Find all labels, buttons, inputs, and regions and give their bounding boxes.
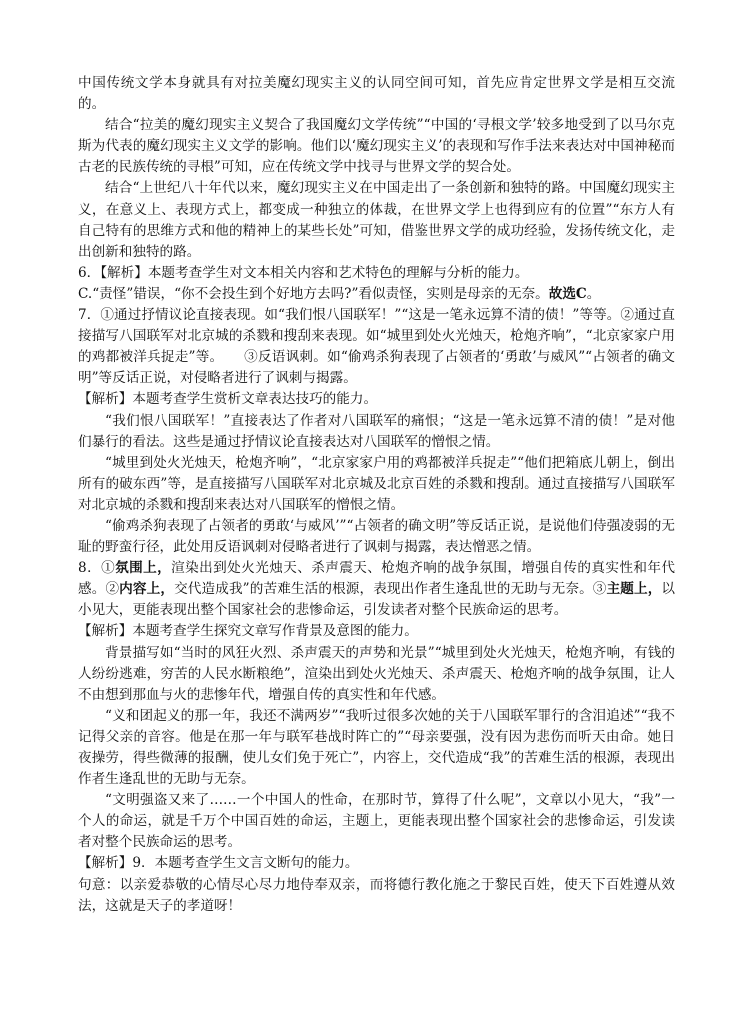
paragraph-p09 (78, 453, 675, 516)
answer-explanation-text (78, 73, 675, 917)
paragraph-p15 (78, 790, 675, 853)
paragraph-p12 (78, 621, 675, 642)
text-segment: 。 (586, 285, 601, 302)
paragraph-p16 (78, 853, 675, 874)
text-segment: 结合“拉美的魔幻现实主义契合了我国魔幻文学传统”“中国的‘寻根文学’较多地受到了以马尔克斯为代表的魔幻现实主义文学的影响。他们以‘魔幻现实主义’的表现和写作手法来表达对中国神秘而古老的民族传统的寻根”可知，应在传统文学中找寻与世界文学的契合处。 (78, 117, 675, 176)
text-segment: 以小见大，更能表现出整个国家社会的悲惨命运，引发读者对整个民族命运的思考。 (78, 581, 676, 619)
text-segment: 结合“上世纪八十年代以来，魔幻现实主义在中国走出了一条创新和独特的路。中国魔幻现实主义，在意义上、表现方式上，都变成一种独立的体裁，在世界文学上也得到应有的位置”“东方人有自己特有的思维方式和他的精神上的某些长处”可知，借鉴世界文学的成功经验，发扬传统文化，走出创新和独特的路。 (78, 180, 675, 260)
text-segment: C.“责怪”错误，“你不会投生到个好地方去吗?”看似责怪，实则是母亲的无奈。 (78, 285, 549, 302)
text-segment: 背景描写如“当时的风狂火烈、杀声震天的声势和光景”“城里到处火光烛天，枪炮齐响，有钱的人纷纷逃难，穷苦的人民水断粮绝”，渲染出到处火光烛天、杀声震天、枪炮齐响的战争氛围，让人不由想到那血与火的悲惨年代，增强自传的真实性和年代感。 (78, 644, 675, 703)
text-segment: 6．【解析】本题考查学生对文本相关内容和艺术特色的理解与分析的能力。 (78, 264, 529, 281)
text-segment: 7．①通过抒情议论直接表现。如“我们恨八国联军！”“这是一笔永远算不清的债！”等等。②通过直接描写八国联军对北京城的杀戮和搜刮来表现。如“城里到处火光烛天，枪炮齐响”，“北京家家户用的鸡都被洋兵捉走”等。 ③反语讽刺。如“偷鸡杀狗表现了占领者的‘勇敢’与威风”“占领者的确文明”等反话正说，对侵略者进行了讽刺与揭露。 (78, 307, 675, 387)
paragraph-p11 (78, 558, 675, 621)
paragraph-p10 (78, 516, 675, 558)
bold-text: 主题上， (606, 581, 662, 598)
text-segment: 交代造成我”的苦难生活的根源，表现出作者生逢乱世的无助与无奈。③ (174, 581, 607, 598)
text-segment: 【解析】本题考查学生赏析文章表达技巧的能力。 (78, 391, 378, 408)
text-segment: 渲染出到处火光烛天、杀声震天、枪炮齐响的战争氛围，增强自传的真实性和年代感。② (78, 560, 676, 598)
text-segment: “我们恨八国联军！”直接表达了作者对八国联军的痛恨；“这是一笔永远算不清的债！”是对他们暴行的看法。这些是通过抒情议论直接表达对八国联军的憎恨之情。 (78, 412, 675, 450)
paragraph-p06 (78, 305, 675, 389)
text-segment: 中国传统文学本身就具有对拉美魔幻现实主义的认同空间可知，首先应肯定世界文学是相互交流的。 (78, 75, 675, 113)
text-segment: “文明强盗又来了……一个中国人的性命，在那时节，算得了什么呢”，文章以小见大，“我”一个人的命运，就是千万个中国百姓的命运，主题上，更能表现出整个国家社会的悲惨命运，引发读者对整个民族命运的思考。 (78, 792, 675, 851)
text-segment: 【解析】9．本题考查学生文言文断句的能力。 (78, 855, 359, 872)
text-segment: 句意：以亲爱恭敬的心情尽心尽力地侍奉双亲，而将德行教化施之于黎民百姓，使天下百姓遵从效法，这就是天子的孝道呀！ (78, 876, 675, 914)
paragraph-p04 (78, 263, 675, 284)
text-segment: 8．① (78, 560, 116, 577)
paragraph-p17 (78, 875, 675, 917)
text-segment: “义和团起义的那一年，我还不满两岁”“我听过很多次她的关于八国联军罪行的含泪追述”“我不记得父亲的音容。他是在那一年与联军巷战时阵亡的”“母亲要强，没有因为悲伤而听天由命。她日夜操劳，得些微薄的报酬，使儿女们免于死亡”，内容上，交代造成“我”的苦难生活的根源，表现出作者生逢乱世的无助与无奈。 (78, 707, 675, 788)
bold-text: 故选C (548, 285, 587, 302)
paragraph-p02 (78, 115, 675, 178)
paragraph-p13 (78, 643, 675, 706)
paragraph-p01 (78, 73, 675, 115)
paragraph-p08 (78, 411, 675, 453)
text-segment: “城里到处火光烛天，枪炮齐响”，“北京家家户用的鸡都被洋兵捉走”“他们把箱底儿朝上，倒出所有的破东西”等，是直接描写八国联军对北京城及北京百姓的杀戮和搜刮。通过直接描写八国联军对北京城的杀戮和搜刮来表达对八国联军的憎恨之情。 (78, 454, 675, 513)
bold-text: 内容上， (119, 581, 175, 598)
paragraph-p05 (78, 284, 675, 305)
text-segment: 【解析】本题考查学生探究文章写作背景及意图的能力。 (78, 623, 418, 640)
paragraph-p07 (78, 389, 675, 410)
paragraph-p14 (78, 706, 675, 790)
text-segment: “偷鸡杀狗表现了占领者的勇敢‘与威风’”“占领者的确文明”等反话正说，是说他们侍强凌弱的无耻的野蛮行径，此处用反语讽刺对侵略者进行了讽刺与揭露，表达憎恶之情。 (78, 517, 675, 556)
bold-text: 氛围上， (115, 560, 172, 577)
paragraph-p03 (78, 178, 675, 262)
